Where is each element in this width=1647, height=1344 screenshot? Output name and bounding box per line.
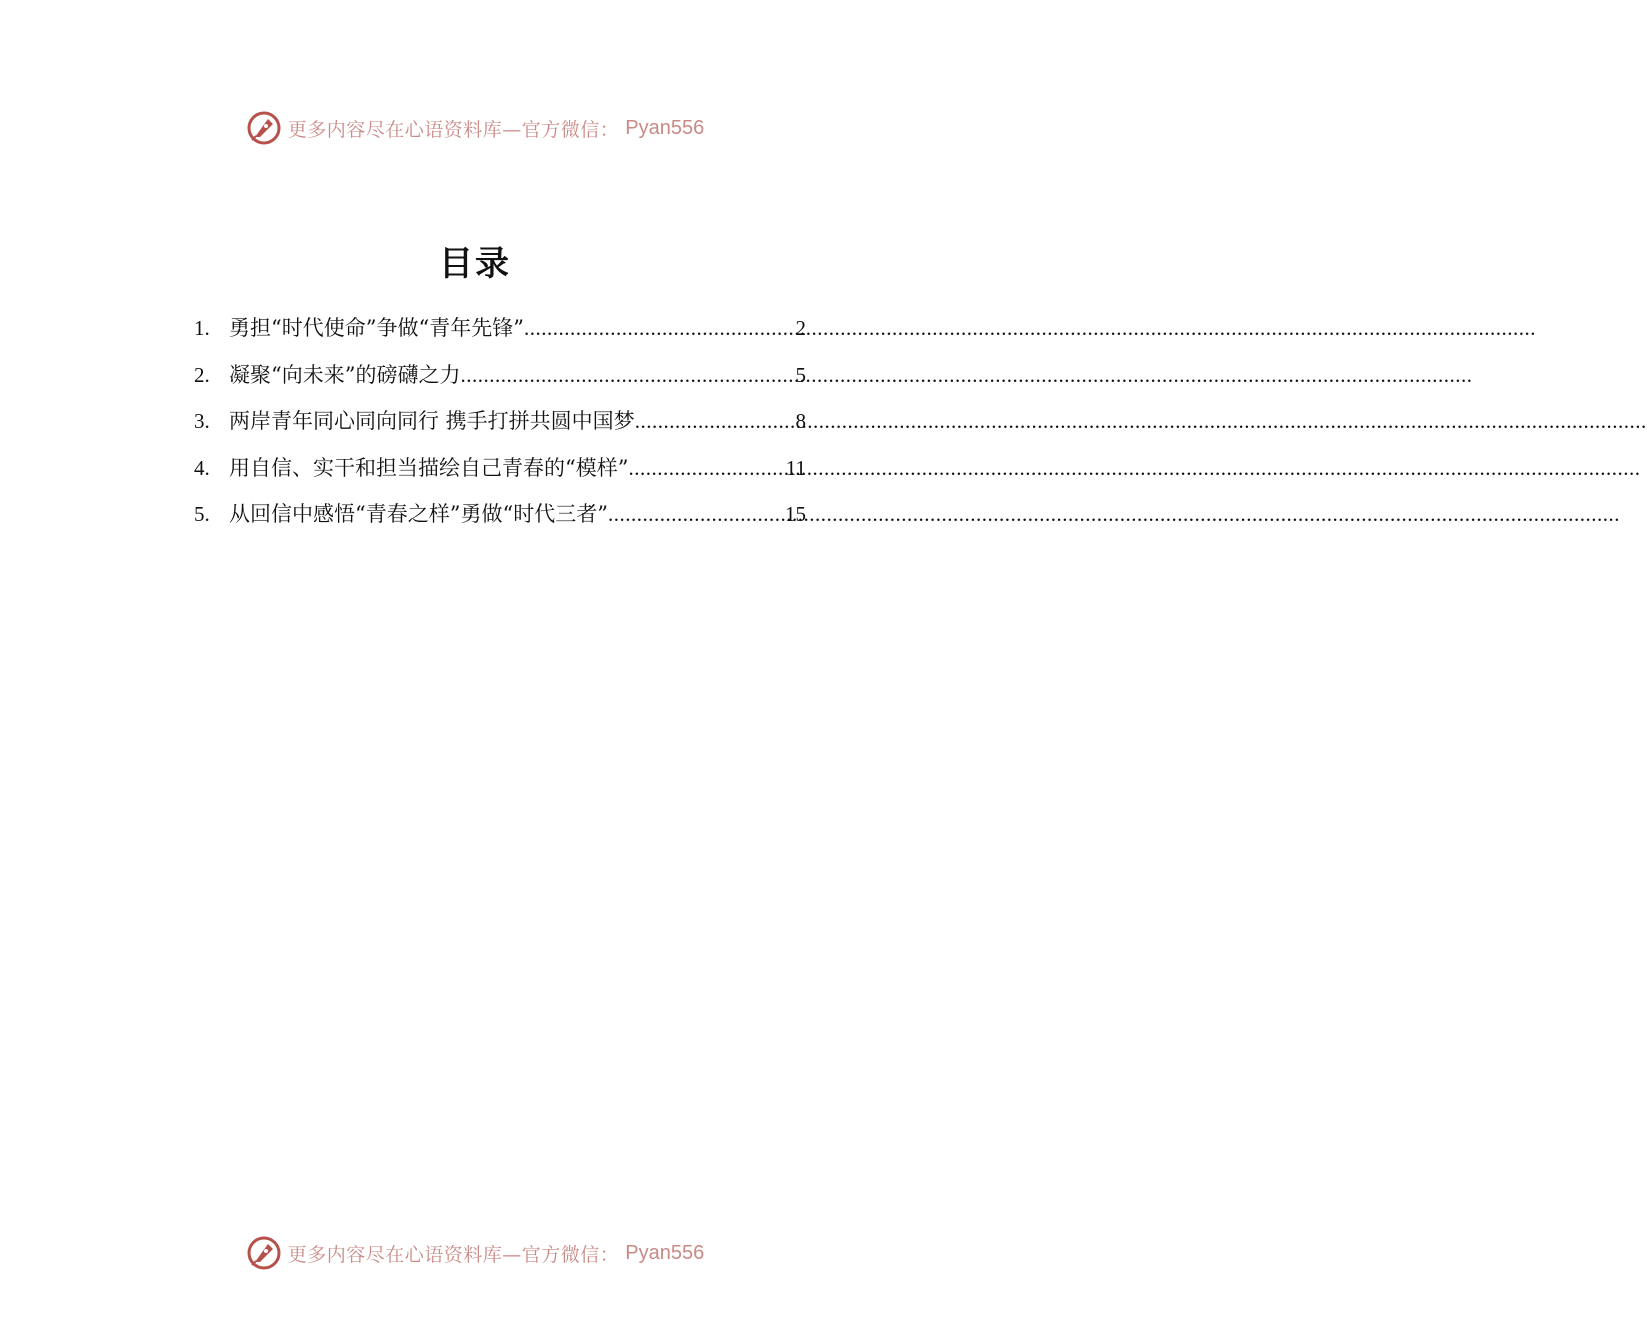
toc-entry-5[interactable] [194, 494, 806, 541]
toc-leader-dots [524, 308, 795, 348]
toc-entry-page: 11 [785, 455, 806, 480]
toc-leader-dots [608, 494, 784, 534]
toc-entry-title: 勇担“时代使命”争做“青年先锋” [229, 316, 524, 340]
banner-text: 更多内容尽在心语资料库—官方微信： [287, 1243, 620, 1266]
toc-leader-dots [628, 448, 784, 488]
fountain-pen-nib-icon [246, 1235, 282, 1271]
toc-leader-dots [635, 401, 795, 441]
toc-entry-number: 4. [194, 455, 210, 480]
toc-entry-number: 2. [194, 362, 210, 387]
toc-entry-2[interactable] [194, 355, 806, 402]
toc-entry-title: 从回信中感悟“青春之样”勇做“时代三者” [229, 502, 608, 526]
toc-entry-page: 5 [795, 362, 806, 387]
toc-entry-1[interactable] [194, 308, 806, 355]
page-title: 目录 [439, 244, 511, 284]
toc-entry-number: 1. [194, 316, 210, 340]
toc-list [194, 308, 806, 541]
toc-entry-4[interactable] [194, 448, 806, 495]
toc-entry-page: 2 [795, 316, 806, 340]
header-banner [0, 106, 950, 150]
banner-text: 更多内容尽在心语资料库—官方微信： [287, 118, 620, 141]
toc-entry-number: 5. [194, 502, 210, 526]
toc-entry-title: 凝聚“向未来”的磅礴之力 [229, 362, 461, 387]
toc-entry-page: 8 [795, 409, 806, 433]
toc-entry-title: 两岸青年同心同向同行 携手打拼共圆中国梦 [229, 409, 635, 433]
toc-entry-3[interactable] [194, 401, 806, 448]
wechat-id: Pyan556 [625, 1241, 705, 1264]
footer-banner [0, 1231, 950, 1275]
toc-leader-dots [460, 355, 794, 395]
toc-entry-page: 15 [785, 502, 806, 526]
wechat-id: Pyan556 [625, 116, 705, 139]
toc-entry-title: 用自信、实干和担当描绘自己青春的“模样” [229, 455, 629, 480]
fountain-pen-nib-icon [246, 110, 282, 146]
toc-entry-number: 3. [194, 409, 210, 433]
